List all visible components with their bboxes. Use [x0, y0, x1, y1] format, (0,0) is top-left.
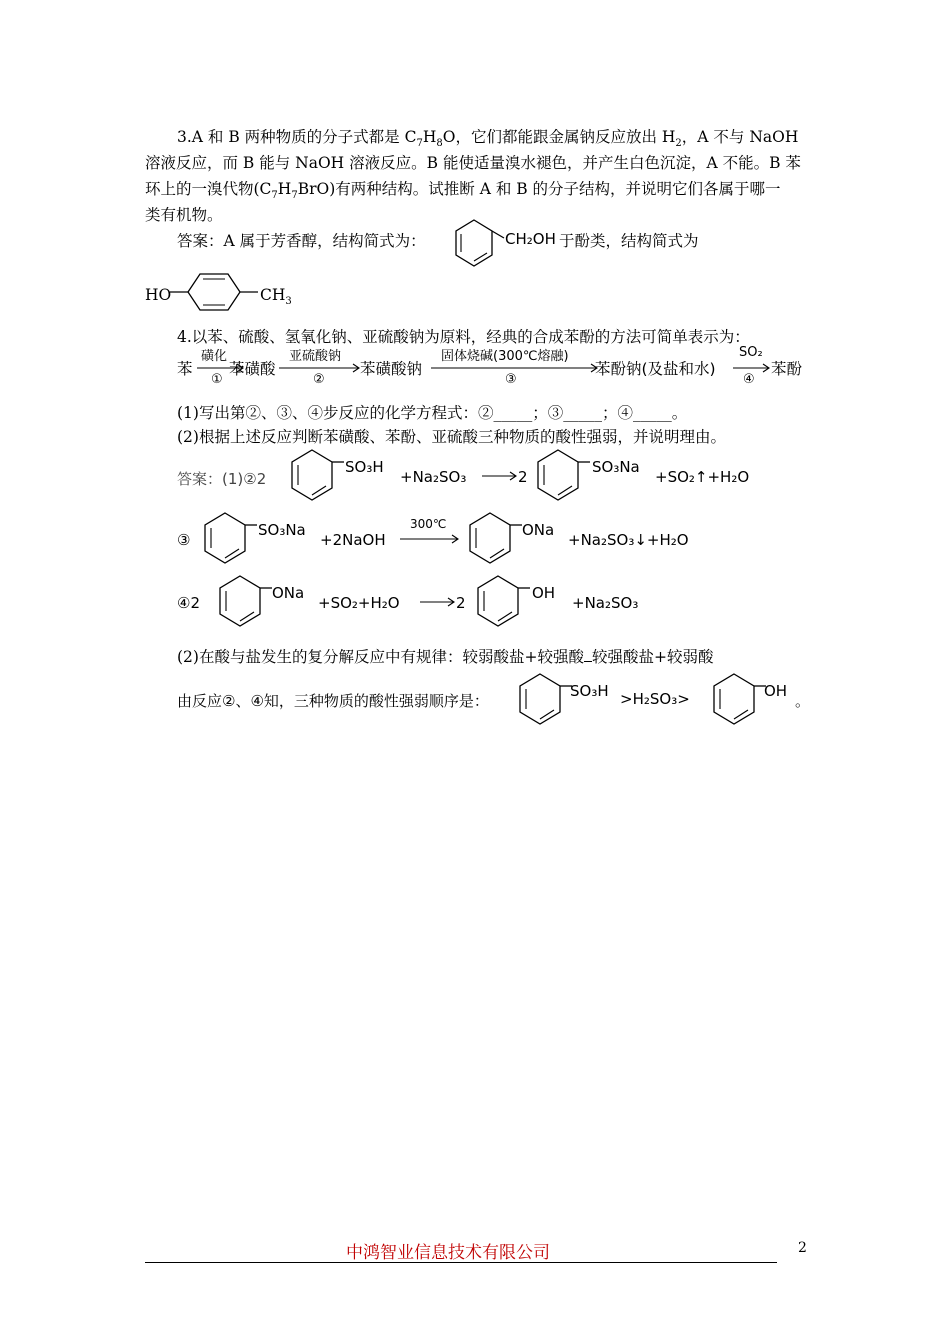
benzene-ring-icon — [712, 672, 756, 728]
benzene-ring-icon — [203, 511, 247, 567]
ch3-label: $CH_3$ — [260, 286, 292, 308]
coef-2: 2 — [518, 468, 528, 486]
scheme-n2: ② — [313, 372, 325, 387]
naoh-label: +2NaOH — [320, 531, 386, 549]
q4-order-text: 由反应②、④知，三种物质的酸性强弱顺序是： — [177, 692, 489, 710]
scheme-r3: 固体烧碱(300℃熔融) — [441, 349, 569, 364]
oh-label: OH — [764, 682, 788, 700]
answer-label: 答案：(1)②2 — [177, 470, 267, 488]
so3h-label: SO₃H — [570, 682, 609, 700]
scheme-r1: 磺化 — [201, 349, 228, 364]
benzene-ring-icon — [536, 448, 580, 504]
synthesis-scheme — [177, 344, 817, 394]
scheme-n1: ① — [211, 372, 223, 387]
so3na-label: SO₃Na — [258, 521, 306, 539]
reaction-arrow-icon — [482, 468, 518, 484]
eq4-number: ④2 — [177, 594, 200, 612]
q3-answer-b: 于酚类，结构简式为 — [559, 232, 699, 250]
scheme-r2: 亚硫酸钠 — [289, 349, 342, 364]
ona-label: ONa — [522, 521, 555, 539]
footer-divider — [145, 1262, 777, 1263]
benzene-ring-icon — [290, 448, 334, 504]
final-period: 。 — [795, 692, 811, 710]
eq4-products: +Na₂SO₃ — [572, 594, 639, 612]
reaction-arrow-icon — [420, 594, 456, 610]
scheme-benzene: 苯 — [177, 360, 193, 378]
oh-label: OH — [532, 584, 556, 602]
q3-line2: 溶液反应，而 B 能与 NaOH 溶液反应。B 能使适量溴水褪色，并产生白色沉淀，A 不能。B 苯 — [145, 154, 801, 172]
q4-rule: (2)在酸与盐发生的复分解反应中有规律：较弱酸盐+较强酸 较强酸盐+较弱酸 — [177, 648, 714, 666]
eq3-products: +Na₂SO₃↓+H₂O — [568, 531, 689, 549]
q3-line1: 3.A 和 B 两种物质的分子式都是 $C_7H_8O$，它们都能跟金属钠反应放出 $H_2$，A 不与 NaOH — [177, 128, 799, 150]
q3-line3: 环上的一溴代物$(C_7H_7BrO)$有两种结构。试推断 A 和 B 的分子结构，并说明它们各属于哪一 — [145, 180, 781, 202]
footer-company: 中鸿智业信息技术有限公司 — [346, 1243, 550, 1263]
scheme-phenol: 苯酚 — [771, 360, 803, 378]
eq4-reagents: +SO₂+H₂O — [318, 594, 400, 612]
q4-part2: (2)根据上述反应判断苯磺酸、苯酚、亚硫酸三种物质的酸性强弱，并说明理由。 — [177, 428, 726, 446]
benzene-ring-icon — [218, 574, 262, 630]
eq3-number: ③ — [177, 531, 191, 549]
benzyl-ring-icon — [454, 218, 494, 270]
so3na-label: SO₃Na — [592, 458, 640, 476]
scheme-sodium-phenoxide: 苯酚钠(及盐和水) — [595, 360, 716, 378]
scheme-r4: SO₂ — [739, 345, 763, 360]
coef-2: 2 — [456, 594, 466, 612]
order-middle: >H₂SO₃> — [620, 690, 690, 708]
ho-label: HO — [145, 286, 172, 304]
p-cresol-structure-icon — [170, 270, 260, 310]
scheme-sodium-benzenesulfonate: 苯磺酸钠 — [360, 360, 423, 378]
reaction-arrow-icon — [400, 531, 460, 547]
ona-label: ONa — [272, 584, 305, 602]
eq2-products: +SO₂↑+H₂O — [655, 468, 750, 486]
scheme-n4: ④ — [743, 372, 755, 387]
q4-intro: 4.以苯、硫酸、氢氧化钠、亚硫酸钠为原料，经典的合成苯酚的方法可简单表示为： — [177, 328, 750, 346]
q3-answer-a: 答案：A 属于芳香醇，结构简式为： — [177, 232, 426, 250]
scheme-n3: ③ — [505, 372, 517, 387]
scheme-benzenesulfonic-acid: 苯磺酸 — [229, 360, 276, 378]
q4-part1: (1)写出第②、③、④步反应的化学方程式：②_____；③_____；④_____。 — [177, 404, 688, 422]
na2so3-label: +Na₂SO₃ — [400, 468, 467, 486]
ch2oh-label: CH₂OH — [505, 230, 556, 248]
benzene-ring-icon — [468, 511, 512, 567]
benzene-ring-icon — [518, 672, 562, 728]
condition-300c: 300℃ — [410, 517, 447, 531]
benzene-ring-icon — [476, 574, 520, 630]
so3h-label: SO₃H — [345, 458, 384, 476]
q3-line4: 类有机物。 — [145, 206, 223, 224]
footer-page-number: 2 — [798, 1240, 807, 1256]
